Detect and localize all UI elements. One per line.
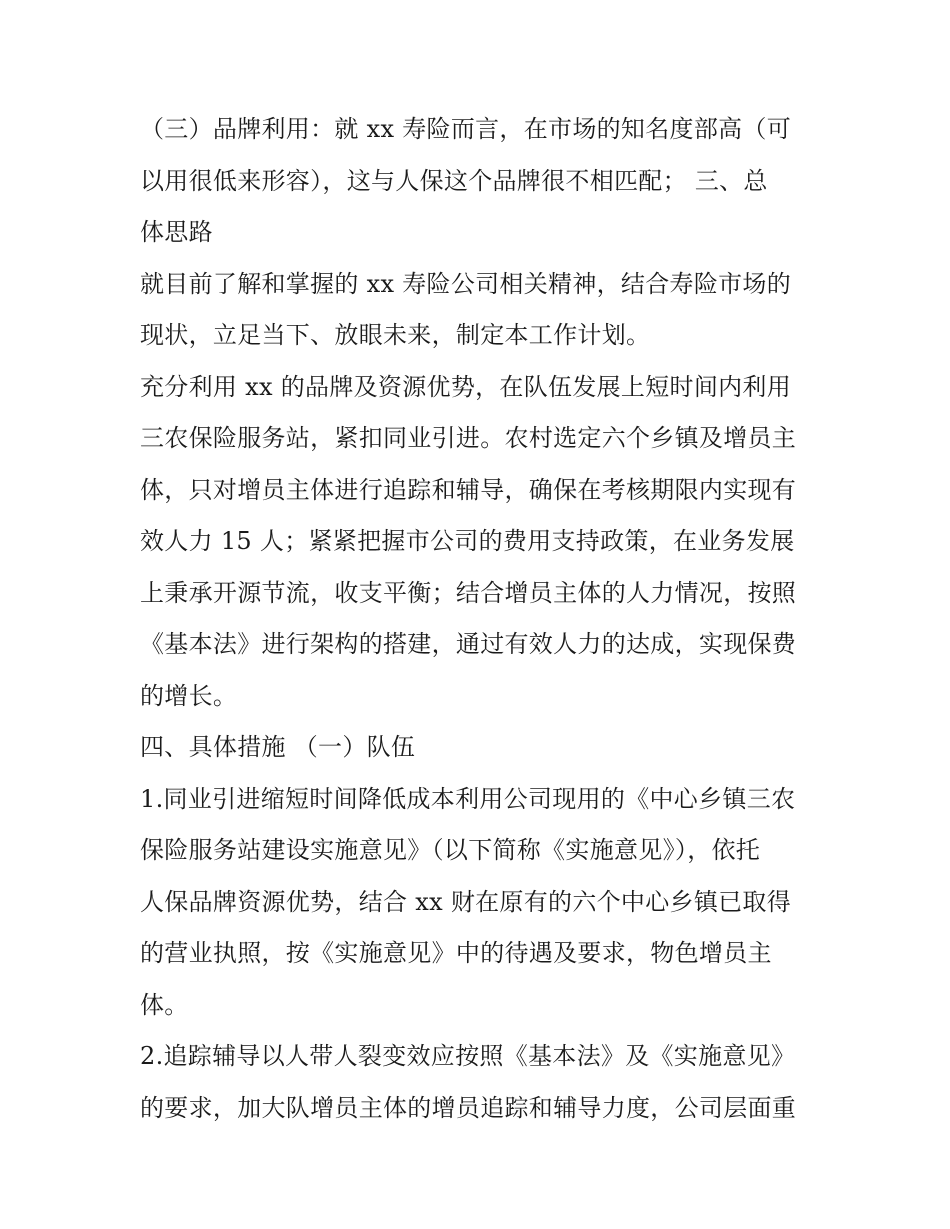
text-line: 就目前了解和掌握的 xx 寿险公司相关精神，结合寿险市场的 [140,269,792,298]
text-line: 2.追踪辅导以人带人裂变效应按照《基本法》及《实施意见》 [140,1042,796,1070]
text-line: 的要求，加大队增员主体的增员追踪和辅导力度，公司层面重 [140,1093,797,1122]
text-line: 人保品牌资源优势，结合 xx 财在原有的六个中心乡镇已取得 [140,887,792,916]
text-line: 体。 [140,990,189,1019]
text-line: 现状，立足当下、放眼未来，制定本工作计划。 [140,321,651,349]
text-line: 的增长。 [140,681,238,710]
document-body [140,104,816,1134]
text-line: 的营业执照，按《实施意见》中的待遇及要求，物色增员主 [140,939,772,967]
text-line: 上秉承开源节流，收支平衡；结合增员主体的人力情况，按照 [140,578,797,607]
text-line: 《基本法》进行架构的搭建，通过有效人力的达成，实现保费 [140,630,797,658]
text-line: （三）品牌利用：就 xx 寿险而言，在市场的知名度部高（可 [140,115,792,143]
text-line: 以用很低来形容），这与人保这个品牌很不相匹配； 三、总 [140,166,768,195]
text-line: 效人力 15 人；紧紧把握市公司的费用支持政策，在业务发展 [140,527,795,555]
section-heading: 四、具体措施 （一）队伍 [140,733,416,761]
text-line: 三农保险服务站，紧扣同业引进。农村选定六个乡镇及增员主 [140,424,797,452]
text-line: 1.同业引进缩短时间降低成本利用公司现用的《中心乡镇三农 [140,784,796,813]
text-line: 充分利用 xx 的品牌及资源优势，在队伍发展上短时间内利用 [140,372,792,401]
text-line: 保险服务站建设实施意见》（以下简称《实施意见》），依托 [140,836,761,864]
text-line: 体思路 [140,218,213,246]
text-line: 体，只对增员主体进行追踪和辅导，确保在考核期限内实现有 [140,475,797,504]
